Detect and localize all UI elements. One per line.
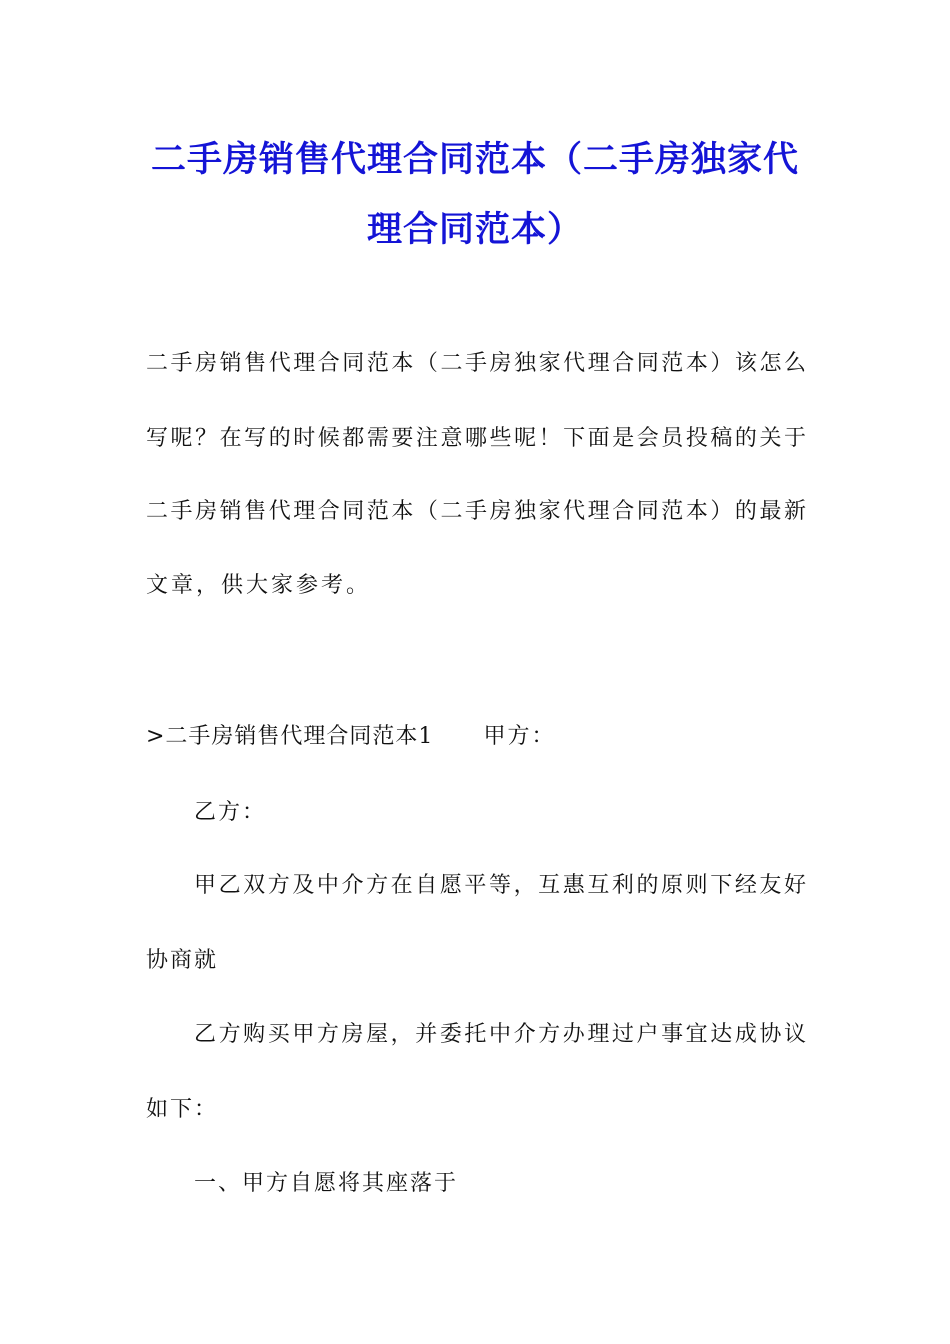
intro-line-3: 二手房销售代理合同范本（二手房独家代理合同范本）的最新 [146, 499, 806, 524]
section-heading-row [146, 719, 806, 750]
clause-1: 一、甲方自愿将其座落于 [194, 1171, 459, 1196]
section-heading: >二手房销售代理合同范本1 [146, 724, 434, 749]
document-title-line-2: 理合同范本） [366, 210, 583, 250]
para1-line-1: 甲乙双方及中介方在自愿平等，互惠互利的原则下经友好 [194, 873, 806, 898]
party-a-label: 甲方： [483, 724, 556, 749]
para2-line-2: 如下： [146, 1097, 219, 1122]
intro-line-1: 二手房销售代理合同范本（二手房独家代理合同范本）该怎么 [146, 351, 806, 376]
intro-line-2: 写呢？在写的时候都需要注意哪些呢！下面是会员投稿的关于 [146, 426, 806, 451]
document-title-line-1: 二手房销售代理合同范本（二手房独家代 [150, 140, 799, 180]
para1-line-2: 协商就 [146, 948, 219, 973]
party-b-label: 乙方： [194, 800, 267, 825]
intro-line-4: 文章，供大家参考。 [146, 573, 372, 598]
para2-line-1: 乙方购买甲方房屋，并委托中介方办理过户事宜达成协议 [194, 1022, 806, 1047]
